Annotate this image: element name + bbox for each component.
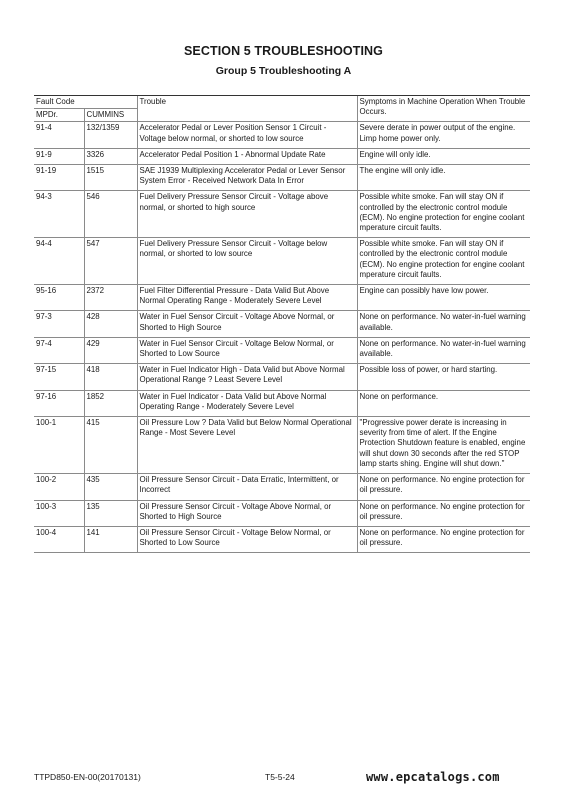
table-row bbox=[34, 500, 530, 526]
table-row bbox=[34, 191, 530, 238]
cummins-cell: 1852 bbox=[84, 390, 137, 416]
mpdr-cell: 95-16 bbox=[34, 285, 84, 311]
cummins-cell: 1515 bbox=[84, 165, 137, 191]
mpdr-cell: 97-15 bbox=[34, 364, 84, 390]
trouble-cell: Fuel Filter Differential Pressure - Data Valid But Above Normal Operating Range - Moderately Severe Level bbox=[137, 285, 357, 311]
page-number: T5-5-24 bbox=[265, 772, 295, 782]
cummins-cell: 435 bbox=[84, 474, 137, 500]
trouble-cell: Water in Fuel Indicator High - Data Valid but Above Normal Operational Range ? Least Severe Level bbox=[137, 364, 357, 390]
table-row bbox=[34, 364, 530, 390]
symptoms-cell: Possible loss of power, or hard starting. bbox=[357, 364, 530, 390]
trouble-cell: Oil Pressure Sensor Circuit - Voltage Above Normal, or Shorted to High Source bbox=[137, 500, 357, 526]
table-row bbox=[34, 285, 530, 311]
trouble-cell: Fuel Delivery Pressure Sensor Circuit - Voltage below normal, or shorted to low source bbox=[137, 238, 357, 285]
symptoms-cell: Severe derate in power output of the engine. Limp home power only. bbox=[357, 122, 530, 148]
header-cummins: CUMMINS bbox=[84, 108, 137, 122]
watermark-url: www.epcatalogs.com bbox=[366, 770, 500, 784]
trouble-cell: SAE J1939 Multiplexing Accelerator Pedal or Lever Sensor System Error - Received Network Data In Error bbox=[137, 165, 357, 191]
group-title: Group 5 Troubleshooting A bbox=[215, 65, 352, 77]
trouble-cell: Fuel Delivery Pressure Sensor Circuit - Voltage above normal, or shorted to high source bbox=[137, 191, 357, 238]
trouble-cell: Oil Pressure Sensor Circuit - Data Erratic, Intermittent, or Incorrect bbox=[137, 474, 357, 500]
cummins-cell: 135 bbox=[84, 500, 137, 526]
trouble-cell: Oil Pressure Low ? Data Valid but Below Normal Operational Range - Most Severe Level bbox=[137, 417, 357, 474]
document-code: TTPD850-EN-00(20170131) bbox=[34, 772, 141, 782]
table-row bbox=[34, 165, 530, 191]
table-row bbox=[34, 148, 530, 164]
mpdr-cell: 97-16 bbox=[34, 390, 84, 416]
table-row bbox=[34, 122, 530, 148]
mpdr-cell: 91-4 bbox=[34, 122, 84, 148]
cummins-cell: 429 bbox=[84, 337, 137, 363]
table-row bbox=[34, 390, 530, 416]
symptoms-cell: None on performance. No engine protection for oil pressure. bbox=[357, 500, 530, 526]
fault-code-table bbox=[34, 95, 530, 553]
mpdr-cell: 94-4 bbox=[34, 238, 84, 285]
mpdr-cell: 100-3 bbox=[34, 500, 84, 526]
cummins-cell: 415 bbox=[84, 417, 137, 474]
mpdr-cell: 97-3 bbox=[34, 311, 84, 337]
mpdr-cell: 100-4 bbox=[34, 526, 84, 552]
cummins-cell: 132/1359 bbox=[84, 122, 137, 148]
cummins-cell: 547 bbox=[84, 238, 137, 285]
mpdr-cell: 91-9 bbox=[34, 148, 84, 164]
symptoms-cell: The engine will only idle. bbox=[357, 165, 530, 191]
table-row bbox=[34, 337, 530, 363]
trouble-cell: Water in Fuel Indicator - Data Valid but Above Normal Operating Range - Moderately Severe Level bbox=[137, 390, 357, 416]
symptoms-cell: None on performance. No engine protection for oil pressure. bbox=[357, 526, 530, 552]
mpdr-cell: 100-2 bbox=[34, 474, 84, 500]
symptoms-cell: Possible white smoke. Fan will stay ON if controlled by the electronic control module (ECM). No engine protection for engine coolant mperature circuit faults. bbox=[357, 238, 530, 285]
table-row bbox=[34, 311, 530, 337]
symptoms-cell: None on performance. bbox=[357, 390, 530, 416]
table-row bbox=[34, 474, 530, 500]
cummins-cell: 2372 bbox=[84, 285, 137, 311]
header-symptoms: Symptoms in Machine Operation When Trouble Occurs. bbox=[357, 96, 530, 122]
cummins-cell: 418 bbox=[84, 364, 137, 390]
trouble-cell: Water in Fuel Sensor Circuit - Voltage Below Normal, or Shorted to Low Source bbox=[137, 337, 357, 363]
trouble-cell: Water in Fuel Sensor Circuit - Voltage Above Normal, or Shorted to High Source bbox=[137, 311, 357, 337]
table-header-row bbox=[34, 96, 530, 109]
symptoms-cell: Engine will only idle. bbox=[357, 148, 530, 164]
cummins-cell: 3326 bbox=[84, 148, 137, 164]
table-row bbox=[34, 526, 530, 552]
cummins-cell: 546 bbox=[84, 191, 137, 238]
mpdr-cell: 94-3 bbox=[34, 191, 84, 238]
symptoms-cell: Engine can possibly have low power. bbox=[357, 285, 530, 311]
section-title: SECTION 5 TROUBLESHOOTING bbox=[183, 44, 384, 58]
mpdr-cell: 100-1 bbox=[34, 417, 84, 474]
cummins-cell: 141 bbox=[84, 526, 137, 552]
trouble-cell: Accelerator Pedal Position 1 - Abnormal Update Rate bbox=[137, 148, 357, 164]
header-trouble: Trouble bbox=[137, 96, 357, 122]
symptoms-cell: None on performance. No water-in-fuel warning available. bbox=[357, 311, 530, 337]
symptoms-cell: Possible white smoke. Fan will stay ON if controlled by the electronic control module (ECM). No engine protection for engine coolant mperature circuit faults. bbox=[357, 191, 530, 238]
cummins-cell: 428 bbox=[84, 311, 137, 337]
header-fault-code: Fault Code bbox=[34, 96, 137, 109]
symptoms-cell: None on performance. No engine protection for oil pressure. bbox=[357, 474, 530, 500]
trouble-cell: Oil Pressure Sensor Circuit - Voltage Below Normal, or Shorted to Low Source bbox=[137, 526, 357, 552]
mpdr-cell: 97-4 bbox=[34, 337, 84, 363]
symptoms-cell: "Progressive power derate is increasing in severity from time of alert. If the Engine Protection Shutdown feature is enabled, engine will shut down 30 seconds after the red STOP lamp starts shing. Engine will shut down." bbox=[357, 417, 530, 474]
table-row bbox=[34, 238, 530, 285]
header-mpdr: MPDr. bbox=[34, 108, 84, 122]
table-row bbox=[34, 417, 530, 474]
mpdr-cell: 91-19 bbox=[34, 165, 84, 191]
symptoms-cell: None on performance. No water-in-fuel warning available. bbox=[357, 337, 530, 363]
trouble-cell: Accelerator Pedal or Lever Position Sensor 1 Circuit - Voltage below normal, or shorted to low source bbox=[137, 122, 357, 148]
